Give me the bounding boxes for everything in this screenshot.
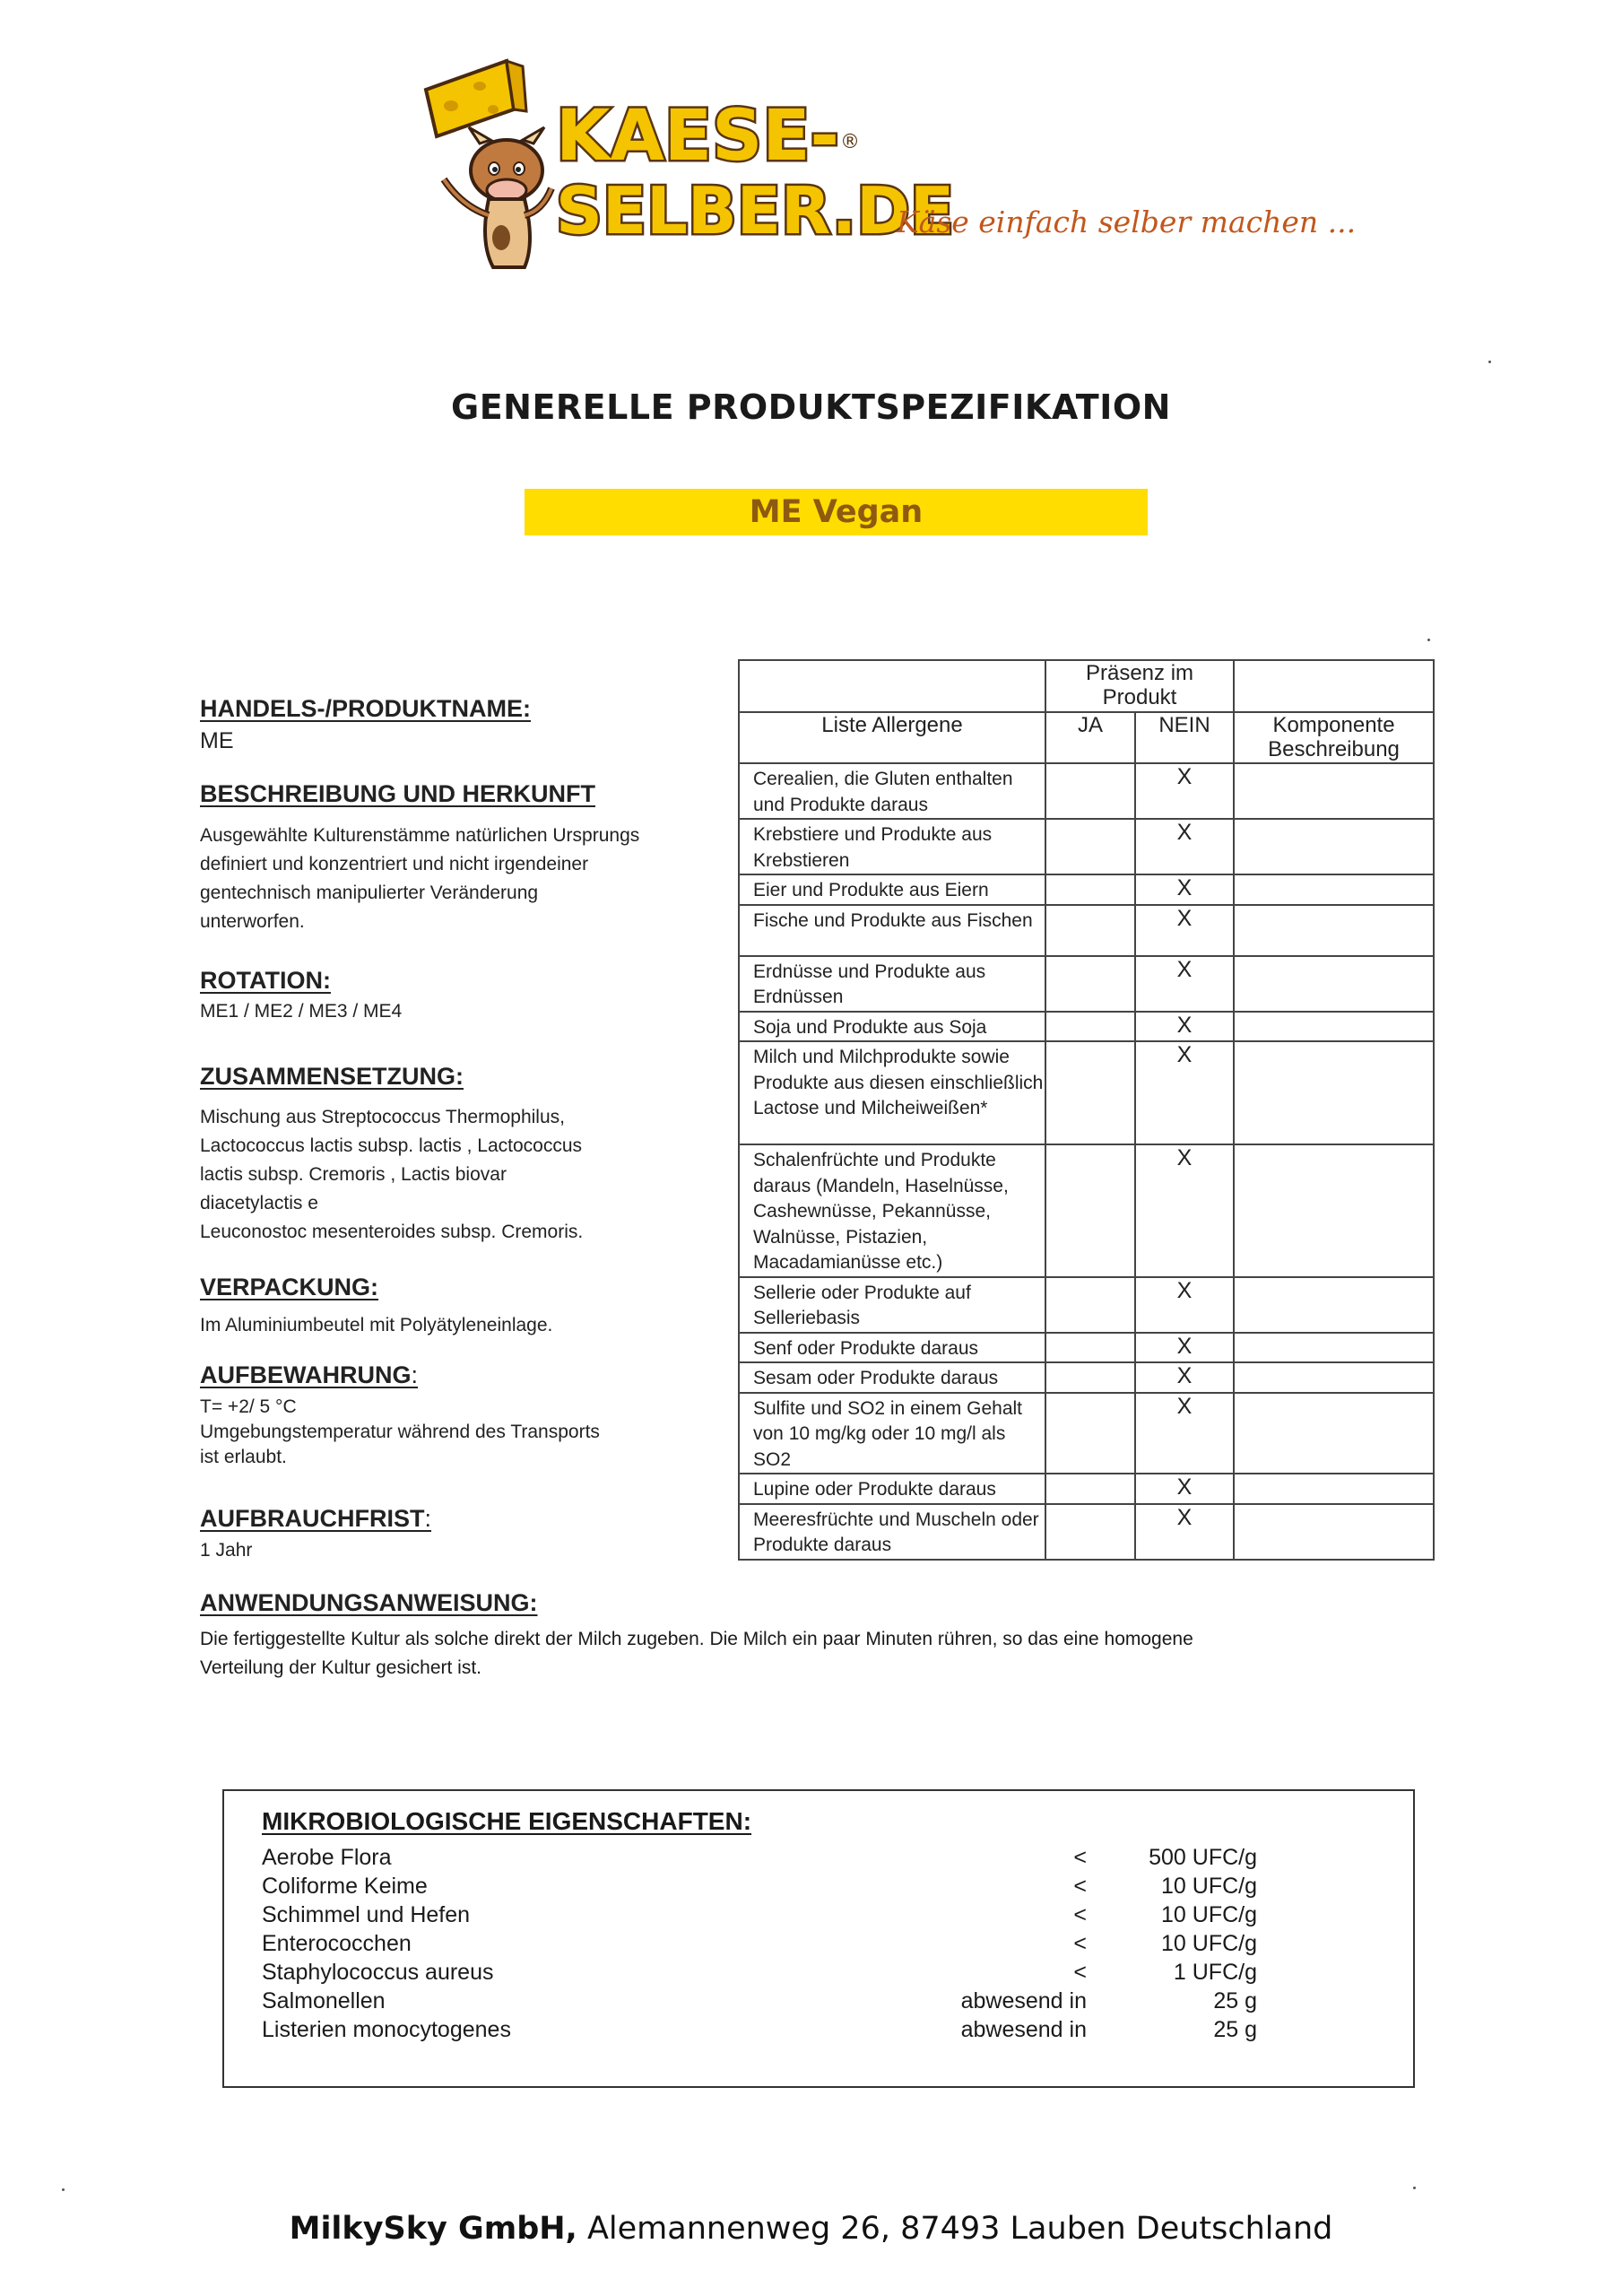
microbiology-row — [262, 1900, 1383, 1929]
heading-shelf-life — [200, 1505, 431, 1533]
allergen-ja — [1045, 1362, 1135, 1393]
heading-colon: : — [424, 1505, 431, 1532]
allergen-nein: X — [1135, 763, 1234, 819]
micro-operator: < — [1073, 1874, 1087, 1899]
allergen-component — [1234, 1144, 1434, 1277]
text-line: Mischung aus Streptococcus Thermophilus, — [200, 1107, 565, 1127]
micro-value: 25 g — [1213, 1988, 1257, 2013]
product-label-bar: ME Vegan — [525, 489, 1148, 535]
micro-value: 1 UFC/g — [1173, 1960, 1257, 1985]
allergen-nein: X — [1135, 956, 1234, 1012]
allergen-component — [1234, 956, 1434, 1012]
allergen-ja — [1045, 1041, 1135, 1144]
heading-product-name: HANDELS-/PRODUKTNAME: — [200, 695, 531, 722]
allergen-nein: X — [1135, 1277, 1234, 1333]
microbiology-row — [262, 1929, 1383, 1958]
text-line: diacetylactis e — [200, 1193, 318, 1213]
allergen-nein: X — [1135, 1504, 1234, 1560]
allergen-component — [1234, 874, 1434, 905]
scan-speck — [1413, 2187, 1416, 2189]
allergen-ja — [1045, 1393, 1135, 1474]
micro-name: Schimmel und Hefen — [262, 1902, 471, 1927]
allergen-row — [739, 1012, 1434, 1042]
header-empty-cell — [739, 660, 1045, 712]
allergen-component — [1234, 1393, 1434, 1474]
allergen-component — [1234, 1362, 1434, 1393]
allergen-name: Erdnüsse und Produkte aus Erdnüssen — [739, 956, 1045, 1012]
allergen-component — [1234, 1277, 1434, 1333]
allergen-component — [1234, 1333, 1434, 1363]
micro-value: 10 UFC/g — [1161, 1874, 1257, 1899]
allergen-nein: X — [1135, 905, 1234, 956]
header-nein: NEIN — [1135, 712, 1234, 763]
text-line: unterworfen. — [200, 911, 305, 932]
footer-address — [0, 2211, 1622, 2247]
header-list: Liste Allergene — [739, 712, 1045, 763]
micro-operator: < — [1073, 1960, 1087, 1985]
allergen-name: Fische und Produkte aus Fischen — [739, 905, 1045, 956]
microbiology-title: MIKROBIOLOGISCHE EIGENSCHAFTEN: — [262, 1807, 752, 1835]
allergen-row — [739, 1362, 1434, 1393]
cheese-icon — [426, 61, 526, 136]
allergen-name: Lupine oder Produkte daraus — [739, 1474, 1045, 1504]
text-line: Ausgewählte Kulturenstämme natürlichen Ursprungs — [200, 825, 640, 846]
allergen-row — [739, 1041, 1434, 1144]
shelf-life-text: 1 Jahr — [200, 1540, 253, 1561]
heading-storage — [200, 1361, 418, 1389]
allergen-row — [739, 1144, 1434, 1277]
allergen-name: Senf oder Produkte daraus — [739, 1333, 1045, 1363]
allergen-row — [739, 1504, 1434, 1560]
scan-speck — [1488, 361, 1491, 363]
text-line: Umgebungstemperatur während des Transports — [200, 1422, 600, 1442]
allergen-name: Sesam oder Produkte daraus — [739, 1362, 1045, 1393]
allergen-ja — [1045, 1277, 1135, 1333]
allergen-row — [739, 763, 1434, 819]
micro-name: Aerobe Flora — [262, 1845, 392, 1870]
header-presence-label: Präsenz im Produkt — [1085, 661, 1194, 709]
micro-value: 10 UFC/g — [1161, 1931, 1257, 1956]
allergen-component — [1234, 763, 1434, 819]
microbiology-row — [262, 1987, 1383, 2015]
text-line: T= +2/ 5 °C — [200, 1396, 297, 1417]
allergen-ja — [1045, 905, 1135, 956]
heading-composition: ZUSAMMENSETZUNG: — [200, 1063, 464, 1090]
micro-operator: abwesend in — [960, 2017, 1087, 2042]
allergen-row — [739, 1277, 1434, 1333]
allergen-name: Schalenfrüchte und Produkte daraus (Mandeln, Haselnüsse, Cashewnüsse, Pekannüsse, Walnüsse, Pistazien, Macadamianüsse etc.) — [739, 1144, 1045, 1277]
storage-text — [200, 1395, 600, 1470]
allergen-component — [1234, 905, 1434, 956]
heading-colon: : — [411, 1361, 419, 1388]
logo-line2: SELBER.DE — [556, 173, 955, 248]
allergen-row — [739, 819, 1434, 874]
heading-description: BESCHREIBUNG UND HERKUNFT — [200, 780, 596, 807]
microbiology-box — [222, 1789, 1415, 2088]
packaging-text: Im Aluminiumbeutel mit Polyätyleneinlage. — [200, 1315, 553, 1335]
company-logo — [408, 54, 955, 287]
heading-packaging: VERPACKUNG: — [200, 1274, 379, 1300]
allergen-ja — [1045, 1144, 1135, 1277]
allergen-nein: X — [1135, 874, 1234, 905]
allergen-name: Krebstiere und Produkte aus Krebstieren — [739, 819, 1045, 874]
text-line: definiert und konzentriert und nicht irgendeiner — [200, 854, 589, 874]
allergen-ja — [1045, 1012, 1135, 1042]
allergen-name: Milch und Milchprodukte sowie Produkte aus diesen einschließlich Lactose und Milcheiweißen* — [739, 1041, 1045, 1144]
micro-operator: < — [1073, 1931, 1087, 1956]
allergen-name: Cerealien, die Gluten enthalten und Produkte daraus — [739, 763, 1045, 819]
allergen-ja — [1045, 1333, 1135, 1363]
header-presence — [1045, 660, 1234, 712]
allergen-name: Sellerie oder Produkte auf Selleriebasis — [739, 1277, 1045, 1333]
composition-text — [200, 1103, 583, 1247]
allergen-nein: X — [1135, 1362, 1234, 1393]
allergen-name: Eier und Produkte aus Eiern — [739, 874, 1045, 905]
rotation-text: ME1 / ME2 / ME3 / ME4 — [200, 1001, 403, 1022]
micro-operator: < — [1073, 1845, 1087, 1870]
footer-company: MilkySky GmbH, — [289, 2211, 577, 2247]
microbiology-row — [262, 2015, 1383, 2044]
allergen-ja — [1045, 819, 1135, 874]
header-ja: JA — [1045, 712, 1135, 763]
allergen-nein: X — [1135, 1474, 1234, 1504]
allergen-table — [738, 659, 1435, 1561]
allergen-row — [739, 874, 1434, 905]
allergen-ja — [1045, 956, 1135, 1012]
microbiology-row — [262, 1843, 1383, 1872]
allergen-name: Meeresfrüchte und Muscheln oder Produkte daraus — [739, 1504, 1045, 1560]
logo-line1: KAESE- — [556, 96, 839, 177]
scan-speck — [1427, 639, 1430, 641]
usage-text — [200, 1625, 1419, 1683]
text-line: Leuconostoc mesenteroides subsp. Cremoris. — [200, 1222, 584, 1242]
micro-value: 500 UFC/g — [1149, 1845, 1257, 1870]
allergen-component — [1234, 1012, 1434, 1042]
scan-speck — [62, 2188, 65, 2191]
allergen-row — [739, 1333, 1434, 1363]
text-line: gentechnisch manipulierter Veränderung — [200, 883, 539, 903]
allergen-nein: X — [1135, 1012, 1234, 1042]
micro-value: 25 g — [1213, 2017, 1257, 2042]
micro-name: Coliforme Keime — [262, 1874, 428, 1899]
allergen-component — [1234, 819, 1434, 874]
micro-operator: < — [1073, 1902, 1087, 1927]
logo-tagline: Käse einfach selber machen ... — [897, 204, 1357, 239]
text-line: Verteilung der Kultur gesichert ist. — [200, 1657, 481, 1678]
allergen-nein: X — [1135, 1333, 1234, 1363]
micro-name: Salmonellen — [262, 1988, 386, 2013]
header-empty-cell — [1234, 660, 1434, 712]
text-line: Lactococcus lactis subsp. lactis , Lactococcus — [200, 1135, 583, 1156]
allergen-component — [1234, 1504, 1434, 1560]
allergen-row — [739, 1393, 1434, 1474]
allergen-row — [739, 956, 1434, 1012]
micro-value: 10 UFC/g — [1161, 1902, 1257, 1927]
allergen-ja — [1045, 763, 1135, 819]
heading-rotation: ROTATION: — [200, 967, 331, 994]
text-line: lactis subsp. Cremoris , Lactis biovar — [200, 1164, 507, 1185]
heading-usage: ANWENDUNGSANWEISUNG: — [200, 1589, 538, 1616]
allergen-row — [739, 905, 1434, 956]
micro-name: Listerien monocytogenes — [262, 2017, 511, 2042]
text-line: ist erlaubt. — [200, 1447, 287, 1467]
footer-street: Alemannenweg 26, 87493 Lauben Deutschland — [577, 2211, 1333, 2247]
allergen-nein: X — [1135, 1041, 1234, 1144]
text-line: Die fertiggestellte Kultur als solche direkt der Milch zugeben. Die Milch ein paar Minuten rühren, so das eine homogene — [200, 1629, 1193, 1649]
header-component-label: Komponente Beschreibung — [1268, 713, 1400, 761]
micro-operator: abwesend in — [960, 1988, 1087, 2013]
allergen-nein: X — [1135, 1144, 1234, 1277]
cow-mascot-icon — [444, 127, 551, 267]
product-name-text: ME — [200, 728, 234, 753]
micro-name: Enterococchen — [262, 1931, 412, 1956]
allergen-ja — [1045, 1504, 1135, 1560]
allergen-name: Sulfite und SO2 in einem Gehalt von 10 mg/kg oder 10 mg/l als SO2 — [739, 1393, 1045, 1474]
allergen-row — [739, 1474, 1434, 1504]
allergen-name: Soja und Produkte aus Soja — [739, 1012, 1045, 1042]
allergen-component — [1234, 1474, 1434, 1504]
header-component — [1234, 712, 1434, 763]
description-text — [200, 822, 639, 936]
allergen-ja — [1045, 1474, 1135, 1504]
allergen-ja — [1045, 874, 1135, 905]
micro-name: Staphylococcus aureus — [262, 1960, 494, 1985]
allergen-nein: X — [1135, 1393, 1234, 1474]
microbiology-row — [262, 1958, 1383, 1987]
registered-mark: ® — [840, 131, 860, 153]
allergen-component — [1234, 1041, 1434, 1144]
microbiology-row — [262, 1872, 1383, 1900]
allergen-nein: X — [1135, 819, 1234, 874]
heading-storage-label: AUFBEWAHRUNG — [200, 1361, 412, 1388]
heading-shelf-life-label: AUFBRAUCHFRIST — [200, 1505, 425, 1532]
document-title: GENERELLE PRODUKTSPEZIFIKATION — [451, 387, 1171, 427]
